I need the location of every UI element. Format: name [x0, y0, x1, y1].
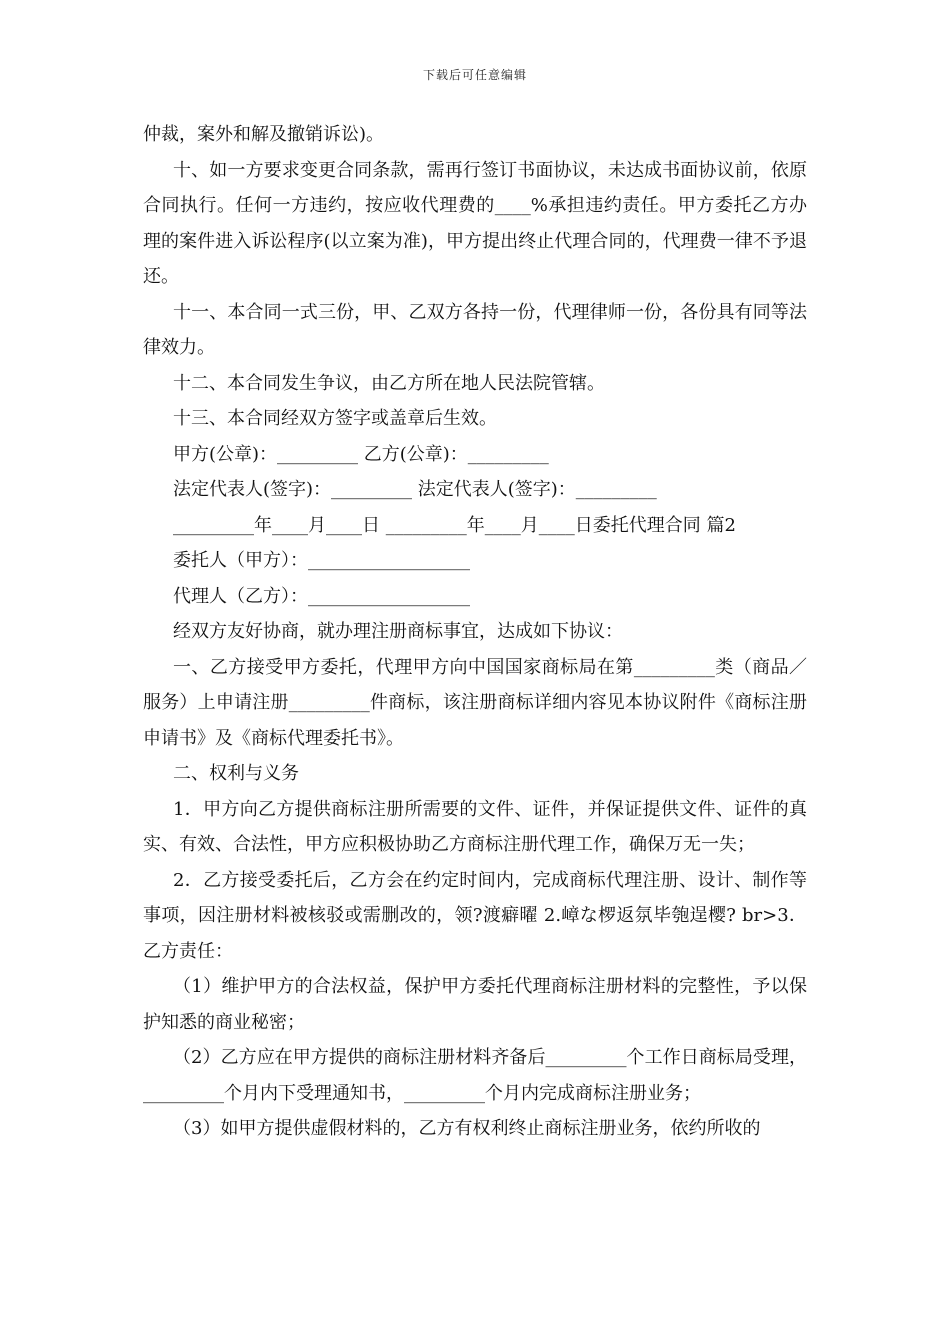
agreement-intro: 经双方友好协商，就办理注册商标事宜，达成如下协议：: [173, 621, 623, 642]
page-header: 下载后可任意编辑: [422, 68, 527, 82]
item-1: 1．甲方向乙方提供商标注册所需要的文件、证件，并保证提供文件、证件的真实、有效、合法性，甲方应积极协助乙方商标注册代理工作，确保万无一失；: [143, 798, 807, 855]
document-body: [143, 117, 807, 1147]
clause-10: 十、如一方要求变更合同条款，需再行签订书面协议，未达成书面协议前，依原合同执行。任何一方违约，按应收代理费的____%承担违约责任。甲方委托乙方办理的案件进入诉讼程序(以立案为准)，甲方提出终止代理合同的，代理费一律不予退还。: [143, 159, 807, 287]
item-2: 2．乙方接受委托后，乙方会在约定时间内，完成商标代理注册、设计、制作等事项，因注册材料被核驳或需删改的，领?渡癖曜 2.嶂な椤返氛毕匏逞樱? br>3．乙方责任：: [143, 869, 807, 962]
clause-11: 十一、本合同一式三份，甲、乙双方各持一份，代理律师一份，各份具有同等法律效力。: [143, 301, 807, 358]
clause-13: 十三、本合同经双方签字或盖章后生效。: [173, 408, 497, 429]
clause-12: 十二、本合同发生争议，由乙方所在地人民法院管辖。: [173, 372, 605, 394]
principal-line: 委托人（甲方）：__________________: [173, 550, 470, 571]
agent-line: 代理人（乙方）：__________________: [173, 585, 470, 607]
date-line: _________年____月____日 _________年____月____日委托代理合同 篇2: [173, 514, 736, 536]
representative-signature-line: 法定代表人(签字)：_________ 法定代表人(签字)：_________: [173, 479, 657, 500]
section-rights-obligations: 二、权利与义务: [173, 763, 299, 784]
sub-item-1: （1）维护甲方的合法权益，保护甲方委托代理商标注册材料的完整性，予以保护知悉的商业秘密；: [143, 976, 807, 1033]
clause-1-trademark: 一、乙方接受甲方委托，代理甲方向中国国家商标局在第_________类（商品／服务）上申请注册_________件商标，该注册商标详细内容见本协议附件《商标注册申请书》及《商标代理委托书》。: [143, 656, 807, 749]
seal-line: 甲方(公章)：_________ 乙方(公章)：_________: [173, 443, 549, 465]
sub-item-2: （2）乙方应在甲方提供的商标注册材料齐备后_________个工作日商标局受理，_________个月内下受理通知书，_________个月内完成商标注册业务；: [143, 1047, 807, 1104]
sub-item-3: （3）如甲方提供虚假材料的，乙方有权利终止商标注册业务，依约所收的: [173, 1118, 761, 1139]
paragraph-arbitration-end: 仲裁，案外和解及撤销诉讼)。: [143, 124, 385, 145]
